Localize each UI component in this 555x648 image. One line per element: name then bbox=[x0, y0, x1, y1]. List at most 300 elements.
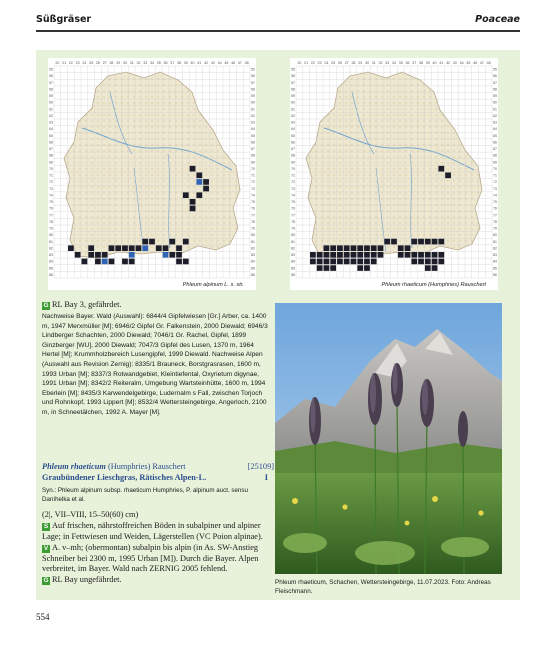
occurrence-cell bbox=[357, 259, 363, 265]
map-row-label: 78 bbox=[291, 219, 295, 224]
map-row-label: 59 bbox=[493, 94, 497, 99]
occurrence-cell bbox=[122, 245, 128, 251]
occurrence-cell bbox=[75, 252, 81, 258]
map-row-label: 73 bbox=[49, 186, 53, 191]
occurrence-cell bbox=[445, 173, 451, 179]
occurrence-cell bbox=[384, 239, 390, 245]
map-row-label: 82 bbox=[251, 246, 255, 251]
occurrence-cell bbox=[122, 259, 128, 265]
map-col-label: 45 bbox=[224, 61, 229, 65]
distribution-block bbox=[42, 543, 272, 575]
map-col-label: 22 bbox=[68, 61, 73, 65]
occurrence-cell bbox=[425, 252, 431, 258]
occurrence-cell bbox=[183, 239, 189, 245]
header-family: Poaceae bbox=[475, 14, 520, 25]
map-col-label: 38 bbox=[177, 61, 182, 65]
distribution-text: A. v–mh; (obermontan) subalpin bis alpin (in As. SW-Anstieg Schneiber bei 2300 m, 1995 Urban [M]). Durch die Bayer. Alpen verbreitet, im Bayer. Wald nach ZERNIG 2005 fehlend. bbox=[42, 543, 259, 574]
map-row-label: 64 bbox=[251, 127, 255, 132]
occurrence-cell bbox=[310, 252, 316, 258]
header-section: Süßgräser bbox=[36, 14, 92, 25]
map-col-label: 46 bbox=[473, 61, 478, 65]
map-row-label: 76 bbox=[49, 206, 53, 211]
occurrence-cell bbox=[109, 259, 115, 265]
rl-status-block-2 bbox=[42, 575, 268, 586]
occurrence-cell bbox=[183, 192, 189, 198]
occurrence-cell bbox=[357, 265, 363, 271]
map-col-label: 35 bbox=[398, 61, 403, 65]
occurrence-cell bbox=[364, 265, 370, 271]
map-col-label: 27 bbox=[344, 61, 349, 65]
map-row-label: 75 bbox=[251, 200, 255, 205]
occurrence-cell bbox=[378, 252, 384, 258]
occurrence-cell bbox=[398, 245, 404, 251]
map-row-label: 77 bbox=[49, 213, 53, 218]
map-row-label: 59 bbox=[291, 94, 295, 99]
map-row-label: 64 bbox=[291, 127, 295, 132]
occurrence-cell bbox=[129, 245, 135, 251]
map-row-label: 83 bbox=[251, 253, 255, 258]
occurrence-cell bbox=[378, 245, 384, 251]
occurrence-cell bbox=[438, 252, 444, 258]
occurrence-cell bbox=[163, 252, 169, 258]
map-row-label: 61 bbox=[49, 107, 53, 112]
occurrence-cell bbox=[425, 259, 431, 265]
map-col-label: 22 bbox=[310, 61, 315, 65]
map-col-label: 33 bbox=[143, 61, 148, 65]
map-row-label: 77 bbox=[493, 213, 497, 218]
map-row-label: 61 bbox=[251, 107, 255, 112]
occurrence-cell bbox=[330, 259, 336, 265]
map-col-label: 31 bbox=[129, 61, 134, 65]
map-row-label: 71 bbox=[251, 173, 255, 178]
map-row-label: 55 bbox=[493, 67, 497, 72]
page-number: 554 bbox=[36, 612, 50, 622]
occurrence-cell bbox=[330, 245, 336, 251]
map-col-label: 41 bbox=[197, 61, 202, 65]
map-row-label: 71 bbox=[291, 173, 295, 178]
bavaria-outline bbox=[306, 72, 482, 258]
occurrence-cell bbox=[351, 252, 357, 258]
species-scientific-name: Phleum rhaeticum bbox=[42, 462, 106, 471]
map-row-label: 65 bbox=[251, 133, 255, 138]
occurrence-cell bbox=[317, 259, 323, 265]
map-col-label: 27 bbox=[102, 61, 107, 65]
map-row-label: 64 bbox=[493, 127, 497, 132]
map-col-label: 47 bbox=[237, 61, 242, 65]
map-species-label: Phleum rhaeticum (Humphries) Rauschert bbox=[381, 282, 486, 288]
map-col-label: 44 bbox=[459, 61, 464, 65]
map-row-label: 79 bbox=[251, 226, 255, 231]
occurrence-cell bbox=[391, 239, 397, 245]
map-col-label: 32 bbox=[378, 61, 383, 65]
occurrence-cell bbox=[176, 252, 182, 258]
occurrence-cell bbox=[438, 239, 444, 245]
occurrence-cell bbox=[82, 259, 88, 265]
occurrence-cell bbox=[371, 252, 377, 258]
map-col-label: 37 bbox=[412, 61, 417, 65]
occurrence-cell bbox=[136, 245, 142, 251]
map-row-label: 65 bbox=[49, 133, 53, 138]
species-code: [25109] bbox=[247, 462, 274, 471]
map-col-label: 47 bbox=[479, 61, 484, 65]
map-row-label: 58 bbox=[291, 87, 295, 92]
occurrence-cell bbox=[95, 252, 101, 258]
occurrence-cell bbox=[324, 265, 330, 271]
occurrence-cell bbox=[432, 265, 438, 271]
occurrence-cell bbox=[330, 265, 336, 271]
map-col-label: 23 bbox=[317, 61, 322, 65]
map-row-label: 85 bbox=[493, 266, 497, 271]
map-row-label: 56 bbox=[251, 74, 255, 79]
occurrence-cell bbox=[371, 259, 377, 265]
occurrence-cell bbox=[129, 252, 135, 258]
map-col-label: 28 bbox=[109, 61, 114, 65]
map-row-label: 61 bbox=[493, 107, 497, 112]
map-row-label: 84 bbox=[49, 259, 53, 264]
map-row-label: 59 bbox=[49, 94, 53, 99]
occurrence-cell bbox=[418, 259, 424, 265]
map-row-label: 72 bbox=[493, 180, 497, 185]
occurrence-cell bbox=[344, 259, 350, 265]
occurrence-cell bbox=[371, 245, 377, 251]
occurrence-cell bbox=[418, 252, 424, 258]
occurrence-cell bbox=[190, 166, 196, 172]
map-row-label: 75 bbox=[493, 200, 497, 205]
map-row-label: 65 bbox=[291, 133, 295, 138]
occurrence-cell bbox=[398, 252, 404, 258]
map-col-label: 32 bbox=[136, 61, 141, 65]
occurrence-cell bbox=[88, 252, 94, 258]
map-row-label: 84 bbox=[251, 259, 255, 264]
map-row-label: 72 bbox=[49, 180, 53, 185]
map-row-label: 73 bbox=[493, 186, 497, 191]
occurrence-cell bbox=[364, 252, 370, 258]
map-row-label: 81 bbox=[291, 239, 295, 244]
map-row-label: 60 bbox=[493, 100, 497, 105]
map-row-label: 55 bbox=[291, 67, 295, 72]
occurrence-cell bbox=[337, 252, 343, 258]
map-row-label: 66 bbox=[291, 140, 295, 145]
map-row-label: 86 bbox=[493, 272, 497, 277]
occurrence-cell bbox=[405, 245, 411, 251]
standort-icon: S bbox=[43, 523, 49, 530]
map-row-label: 57 bbox=[291, 80, 295, 85]
occurrence-cell bbox=[203, 186, 209, 192]
occurrence-cell bbox=[432, 239, 438, 245]
map-col-label: 36 bbox=[405, 61, 410, 65]
map-row-label: 56 bbox=[493, 74, 497, 79]
map-row-label: 85 bbox=[49, 266, 53, 271]
occurrence-cell bbox=[169, 252, 175, 258]
header-rule bbox=[36, 30, 520, 32]
synonym-line: Syn.: Phleum alpinum subsp. rhaeticum Humphries, P. alpinum auct. sensu Daníhelka et al. bbox=[42, 487, 248, 503]
map-col-label: 20 bbox=[297, 61, 302, 65]
map-col-label: 21 bbox=[304, 61, 309, 65]
map-row-label: 85 bbox=[291, 266, 295, 271]
occurrence-cell bbox=[324, 259, 330, 265]
map-row-label: 85 bbox=[251, 266, 255, 271]
occurrence-cell bbox=[432, 252, 438, 258]
map-row-label: 62 bbox=[251, 113, 255, 118]
map-row-label: 83 bbox=[493, 253, 497, 258]
species-photo bbox=[275, 303, 502, 574]
occurrence-cell bbox=[337, 245, 343, 251]
occurrence-cell bbox=[432, 259, 438, 265]
gefaehrdung-icon: G bbox=[43, 577, 49, 584]
map-row-label: 76 bbox=[291, 206, 295, 211]
occurrence-cell bbox=[196, 179, 202, 185]
map-col-label: 45 bbox=[466, 61, 471, 65]
running-header bbox=[36, 14, 520, 30]
gefaehrdung-icon: G bbox=[43, 302, 49, 309]
occurrence-cell bbox=[344, 252, 350, 258]
map-col-label: 25 bbox=[331, 61, 336, 65]
map-row-label: 60 bbox=[251, 100, 255, 105]
occurrence-cell bbox=[190, 199, 196, 205]
occurrence-cell bbox=[337, 259, 343, 265]
rl-status-block bbox=[42, 300, 268, 311]
occurrence-cell bbox=[109, 245, 115, 251]
occurrence-cell bbox=[411, 239, 417, 245]
occurrence-cell bbox=[357, 252, 363, 258]
map-row-label: 81 bbox=[251, 239, 255, 244]
occurrence-cell bbox=[425, 265, 431, 271]
occurrence-cell bbox=[317, 265, 323, 271]
occurrence-cell bbox=[102, 252, 108, 258]
map-row-label: 62 bbox=[291, 113, 295, 118]
map-row-label: 86 bbox=[49, 272, 53, 277]
map-row-label: 69 bbox=[493, 160, 497, 165]
map-row-label: 68 bbox=[49, 153, 53, 158]
map-col-label: 20 bbox=[55, 61, 60, 65]
occurrence-cell bbox=[411, 259, 417, 265]
map-col-label: 44 bbox=[217, 61, 222, 65]
occurrence-cell bbox=[115, 245, 121, 251]
map-row-label: 77 bbox=[251, 213, 255, 218]
map-row-label: 67 bbox=[493, 147, 497, 152]
map-row-label: 68 bbox=[291, 153, 295, 158]
occurrence-cell bbox=[351, 259, 357, 265]
map-row-label: 79 bbox=[49, 226, 53, 231]
map-row-label: 63 bbox=[493, 120, 497, 125]
map-row-label: 61 bbox=[291, 107, 295, 112]
map-col-label: 30 bbox=[122, 61, 127, 65]
map-row-label: 83 bbox=[291, 253, 295, 258]
map-row-label: 59 bbox=[251, 94, 255, 99]
map-row-label: 76 bbox=[493, 206, 497, 211]
map-row-label: 57 bbox=[251, 80, 255, 85]
map-row-label: 75 bbox=[49, 200, 53, 205]
map-row-label: 82 bbox=[291, 246, 295, 251]
occurrence-cell bbox=[196, 173, 202, 179]
map-row-label: 74 bbox=[493, 193, 497, 198]
map-col-label: 41 bbox=[439, 61, 444, 65]
rl-status: RL Bay 3, gefährdet. bbox=[52, 300, 122, 309]
occurrence-cell bbox=[357, 245, 363, 251]
map-row-label: 80 bbox=[49, 233, 53, 238]
verbreitung-icon: V bbox=[43, 545, 49, 552]
map-row-label: 68 bbox=[493, 153, 497, 158]
map-species-label: Phleum alpinum L. s. str. bbox=[182, 282, 244, 288]
map-row-label: 77 bbox=[291, 213, 295, 218]
map-row-label: 66 bbox=[251, 140, 255, 145]
map-row-label: 67 bbox=[49, 147, 53, 152]
map-col-label: 48 bbox=[244, 61, 249, 65]
map-row-label: 65 bbox=[493, 133, 497, 138]
map-row-label: 70 bbox=[49, 166, 53, 171]
map-row-label: 58 bbox=[49, 87, 53, 92]
occurrence-cell bbox=[324, 245, 330, 251]
map-row-label: 72 bbox=[251, 180, 255, 185]
occurrence-cell bbox=[438, 259, 444, 265]
map-row-label: 57 bbox=[493, 80, 497, 85]
map-row-label: 84 bbox=[291, 259, 295, 264]
map-row-label: 69 bbox=[49, 160, 53, 165]
map-row-label: 71 bbox=[493, 173, 497, 178]
occurrence-cell bbox=[149, 239, 155, 245]
records-paragraph: Nachweise Bayer. Wald (Auswahl): 6844/4 Gipfelwiesen [Gr.] Arber, ca. 1400 m, 1947 Merxmüller [M]; 6946/2 Gipfel Gr. Falkenstein, 2000 Diewald; 6946/3 Lindberger Schachten, 2000 Diewald; 7046/1 Gr. Rachel, Gipfel, 1899 Ginzberger [WU], 2000 Diewald; 7047/3 Gipfel des Lusen, 1370 m, 1964 Hertel [M]; Krummholzbereich Lusengipfel, 1999 Diewald. Nachweise Alpen (Auswahl aus Revision Zernig): 8335/1 Brauneck, Borstgrasrasen, 1600 m, 1993 Urban [M]; 8337/3 Rotwandgebiet, Kleintiefental, Oxyrietum digynae, 1991 Urban [M]; 8342/2 Reiteralm, Umgebung Wartsteinhütte, 1600 m, 1994 Eberlein [M]; 8435/3 Karwendelgebirge, Ludernalm s Fall, zwischen Torjoch und Rohnkopf, 1993 Lippert [M]; 8532/4 Wettersteingebirge, Angerloch, 2100 m, in Schneetälchen, 1992 A. Mayer [M]. bbox=[42, 313, 268, 416]
species-status-number: I bbox=[264, 472, 268, 482]
map-row-label: 67 bbox=[291, 147, 295, 152]
map-row-label: 78 bbox=[251, 219, 255, 224]
occurrence-cell bbox=[68, 245, 74, 251]
map-row-label: 86 bbox=[251, 272, 255, 277]
map-col-label: 31 bbox=[371, 61, 376, 65]
map-row-label: 75 bbox=[291, 200, 295, 205]
map-row-label: 63 bbox=[251, 120, 255, 125]
map-row-label: 68 bbox=[251, 153, 255, 158]
map-col-label: 42 bbox=[446, 61, 451, 65]
map-row-label: 86 bbox=[291, 272, 295, 277]
life-form-line: (2|, VII–VIII, 15–50(60) cm) bbox=[42, 510, 139, 519]
map-col-label: 23 bbox=[75, 61, 80, 65]
occurrence-cell bbox=[183, 259, 189, 265]
map-col-label: 21 bbox=[62, 61, 67, 65]
occurrence-cell bbox=[324, 252, 330, 258]
map-row-label: 71 bbox=[49, 173, 53, 178]
map-col-label: 24 bbox=[324, 61, 329, 65]
occurrence-cell bbox=[88, 245, 94, 251]
occurrence-cell bbox=[330, 252, 336, 258]
occurrence-cell bbox=[129, 259, 135, 265]
map-col-label: 39 bbox=[183, 61, 188, 65]
map-row-label: 63 bbox=[291, 120, 295, 125]
map-col-label: 48 bbox=[486, 61, 491, 65]
map-row-label: 73 bbox=[251, 186, 255, 191]
map-row-label: 62 bbox=[49, 113, 53, 118]
occurrence-cell bbox=[102, 259, 108, 265]
map-row-label: 57 bbox=[49, 80, 53, 85]
map-row-label: 60 bbox=[49, 100, 53, 105]
map-row-label: 69 bbox=[291, 160, 295, 165]
map-row-label: 66 bbox=[49, 140, 53, 145]
map-row-label: 82 bbox=[493, 246, 497, 251]
photo-caption: Phleum rhaeticum, Schachen, Wettersteingebirge, 11.07.2023. Foto: Andreas Fleischmann. bbox=[275, 579, 491, 595]
map-row-label: 74 bbox=[49, 193, 53, 198]
map-row-label: 70 bbox=[493, 166, 497, 171]
occurrence-cell bbox=[310, 259, 316, 265]
map-row-label: 55 bbox=[251, 67, 255, 72]
occurrence-cell bbox=[425, 239, 431, 245]
map-col-label: 40 bbox=[432, 61, 437, 65]
occurrence-cell bbox=[169, 239, 175, 245]
map-col-label: 38 bbox=[419, 61, 424, 65]
map-row-label: 84 bbox=[493, 259, 497, 264]
map-col-label: 33 bbox=[385, 61, 390, 65]
species-author: (Humphries) Rauschert bbox=[107, 462, 186, 471]
map-col-label: 42 bbox=[204, 61, 209, 65]
map-col-label: 36 bbox=[163, 61, 168, 65]
map-row-label: 80 bbox=[291, 233, 295, 238]
map-row-label: 74 bbox=[291, 193, 295, 198]
occurrence-cell bbox=[364, 259, 370, 265]
occurrence-cell bbox=[317, 252, 323, 258]
map-col-label: 39 bbox=[425, 61, 430, 65]
map-row-label: 55 bbox=[49, 67, 53, 72]
map-row-label: 70 bbox=[251, 166, 255, 171]
map-row-label: 78 bbox=[493, 219, 497, 224]
map-row-label: 76 bbox=[251, 206, 255, 211]
occurrence-cell bbox=[203, 179, 209, 185]
ecology-block bbox=[42, 521, 272, 542]
occurrence-cell bbox=[190, 206, 196, 212]
map-row-label: 81 bbox=[493, 239, 497, 244]
map-col-label: 24 bbox=[82, 61, 87, 65]
map-row-label: 56 bbox=[49, 74, 53, 79]
map-col-label: 30 bbox=[364, 61, 369, 65]
map-row-label: 66 bbox=[493, 140, 497, 145]
rl-status-2: RL Bay ungefährdet. bbox=[52, 575, 122, 584]
map-row-label: 80 bbox=[251, 233, 255, 238]
species-common-name: Graubündener Lieschgras, Rätisches Alpen-L. bbox=[42, 472, 207, 482]
distribution-map-phleum-alpinum bbox=[48, 58, 256, 290]
occurrence-cell bbox=[176, 245, 182, 251]
map-row-label: 72 bbox=[291, 180, 295, 185]
map-row-label: 70 bbox=[291, 166, 295, 171]
map-col-label: 43 bbox=[452, 61, 457, 65]
map-row-label: 74 bbox=[251, 193, 255, 198]
occurrence-cell bbox=[95, 259, 101, 265]
map-row-label: 56 bbox=[291, 74, 295, 79]
occurrence-cell bbox=[411, 252, 417, 258]
occurrence-cell bbox=[142, 245, 148, 251]
ecology-text: Auf frischen, nährstoffreichen Böden in subalpiner und alpiner Lage; in Fettwiesen und Weiden, Lägerstellen (VC Poion alpinae). bbox=[42, 521, 263, 541]
map-col-label: 35 bbox=[156, 61, 161, 65]
map-row-label: 67 bbox=[251, 147, 255, 152]
bavaria-outline bbox=[64, 72, 240, 258]
map-row-label: 58 bbox=[251, 87, 255, 92]
map-row-label: 69 bbox=[251, 160, 255, 165]
occurrence-cell bbox=[176, 259, 182, 265]
map-row-label: 73 bbox=[291, 186, 295, 191]
map-row-label: 79 bbox=[291, 226, 295, 231]
map-row-label: 60 bbox=[291, 100, 295, 105]
map-col-label: 34 bbox=[392, 61, 396, 65]
map-row-label: 80 bbox=[493, 233, 497, 238]
map-row-label: 63 bbox=[49, 120, 53, 125]
occurrence-cell bbox=[351, 245, 357, 251]
map-col-label: 46 bbox=[231, 61, 236, 65]
occurrence-cell bbox=[156, 245, 162, 251]
map-col-label: 43 bbox=[210, 61, 215, 65]
occurrence-cell bbox=[364, 245, 370, 251]
occurrence-cell bbox=[438, 166, 444, 172]
occurrence-cell bbox=[142, 239, 148, 245]
map-col-label: 34 bbox=[150, 61, 154, 65]
map-row-label: 79 bbox=[493, 226, 497, 231]
occurrence-cell bbox=[163, 245, 169, 251]
map-col-label: 26 bbox=[337, 61, 342, 65]
